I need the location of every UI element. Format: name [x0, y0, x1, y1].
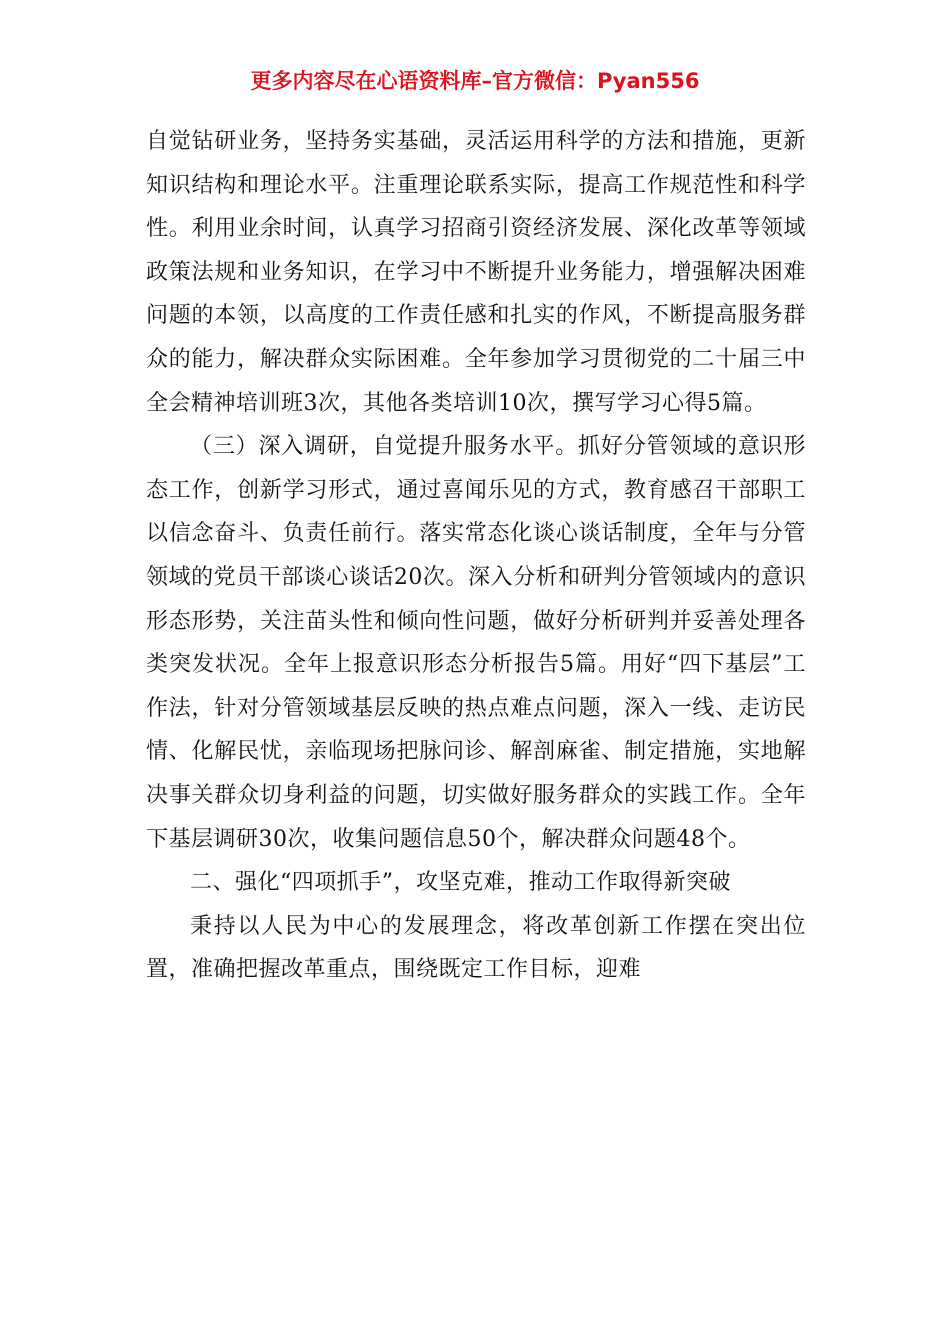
watermark-header: 更多内容尽在心语资料库–官方微信：Pyan556 — [250, 69, 700, 93]
document-body — [146, 120, 806, 992]
paragraph-section-three: （三）深入调研，自觉提升服务水平。抓好分管领域的意识形态工作，创新学习形式，通过喜闻乐见的方式，教育感召干部职工以信念奋斗、负责任前行。落实常态化谈心谈话制度，全年与分管领域的党员干部谈心谈话20次。深入分析和研判分管领域内的意识形态形势，关注苗头性和倾向性问题，做好分析研判并妥善处理各类突发状况。全年上报意识形态分析报告5篇。用好“四下基层”工作法，针对分管领域基层反映的热点难点问题，深入一线、走访民情、化解民忧，亲临现场把脉问诊、解剖麻雀、制定措施，实地解决事关群众切身利益的问题，切实做好服务群众的实践工作。全年下基层调研30次，收集问题信息50个，解决群众问题48个。 — [146, 434, 806, 852]
paragraph-study-continuation: 自觉钻研业务，坚持务实基础，灵活运用科学的方法和措施，更新知识结构和理论水平。注重理论联系实际，提高工作规范性和科学性。利用业余时间，认真学习招商引资经济发展、深化改革等领域政策法规和业务知识，在学习中不断提升业务能力，增强解决困难问题的本领，以高度的工作责任感和扎实的作风，不断提高服务群众的能力，解决群众实际困难。全年参加学习贯彻党的二十届三中全会精神培训班3次，其他各类培训10次，撰写学习心得5篇。 — [146, 129, 806, 416]
paragraph-section-two-intro: 秉持以人民为中心的发展理念，将改革创新工作摆在突出位置，准确把握改革重点，围绕既定工作目标，迎难 — [146, 913, 806, 983]
section-heading-two: 二、强化“四项抓手”，攻坚克难，推动工作取得新突破 — [190, 870, 731, 896]
